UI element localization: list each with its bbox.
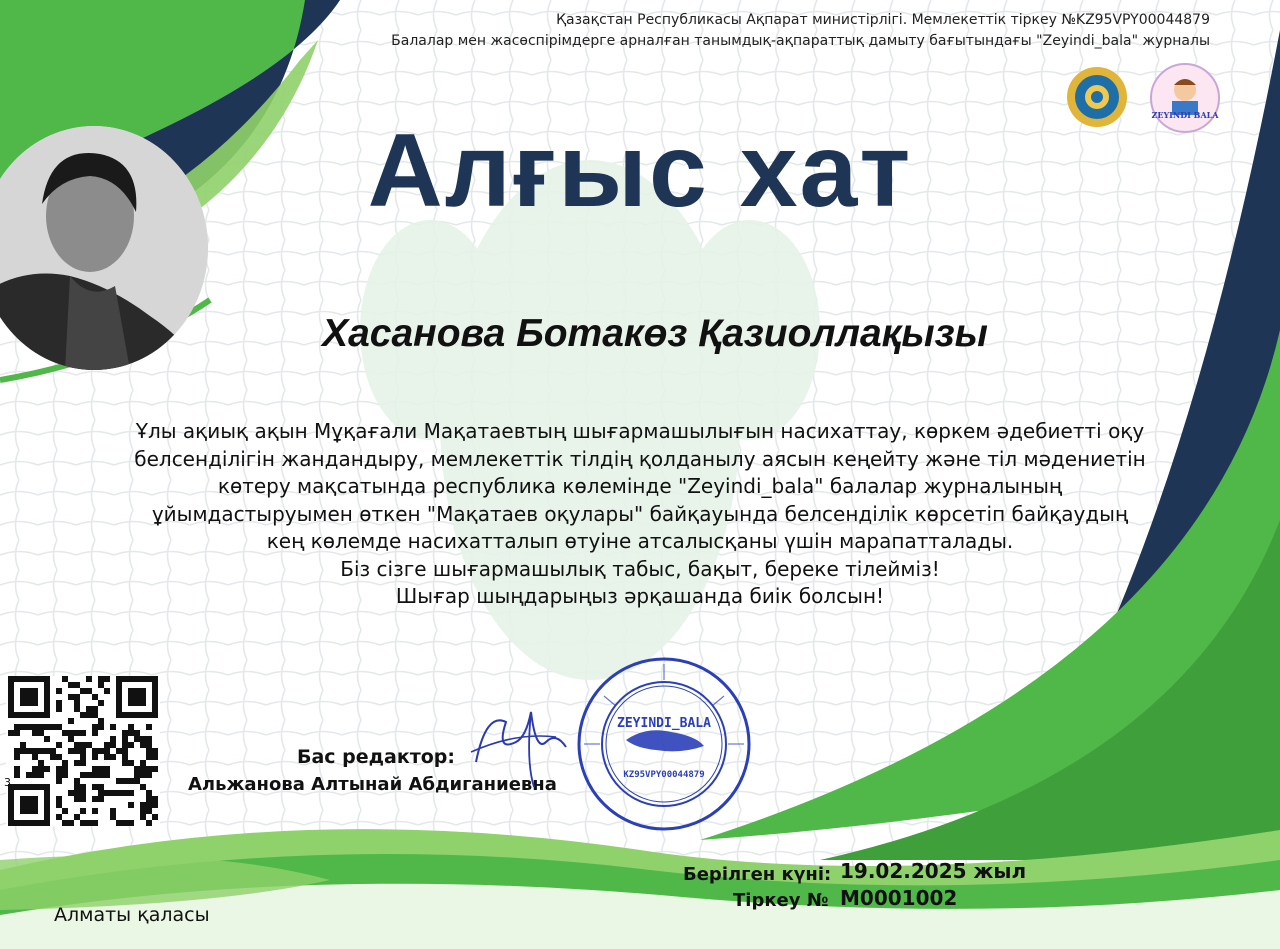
qr-side-mark: 3 [4, 776, 11, 789]
award-text-line: көтеру мақсатында республика көлемінде "Zeyindi_bala" балалар журналының [217, 474, 1063, 498]
award-text [20, 418, 1260, 611]
brand-label: ZEYINDI BALA [1151, 110, 1219, 120]
award-text-line: ұйымдастыруымен өткен "Мақатаев оқулары" байқауында белсенділік көрсетіп байқаудың [151, 501, 1129, 526]
journal-header-line: Балалар мен жасөспірімдерге арналған танымдық-ақпараттық дамыту бағытындағы "Zeyindi_bala" журналы [391, 33, 1210, 49]
qr-code[interactable] [6, 676, 160, 826]
registration-label: Тіркеу № [733, 890, 829, 911]
award-text-line: кең көлемде насихатталып өтуіне атсалысқаны үшін марапатталады. [266, 529, 1014, 553]
page-title: Алғыс хат [367, 113, 913, 229]
registration-number: M0001002 [840, 886, 958, 910]
editor-label: Бас редактор: [297, 746, 455, 768]
issue-date-label: Берілген күні: [683, 864, 832, 885]
issue-date-value: 19.02.2025 жыл [840, 859, 1027, 883]
official-stamp [576, 656, 752, 832]
recipient-name: Хасанова Ботакөз Қазиоллақызы [322, 312, 988, 355]
city-label: Алматы қаласы [54, 904, 210, 926]
stamp-registration: KZ95VPY00044879 [623, 770, 705, 780]
award-text-line: Ұлы ақиық ақын Мұқағали Мақатаевтың шығармашылығын насихаттау, көркем әдебиетті оқу [135, 419, 1145, 443]
award-text-line: Шығар шыңдарыңыз әрқашанда биік болсын! [395, 584, 885, 608]
award-text-line: белсенділігін жандандыру, мемлекеттік тілдің қолданылу аясын кеңейту және тіл мәдениетін [134, 446, 1146, 471]
stamp-center-text: ZEYINDI_BALA [617, 716, 711, 731]
ministry-header-line: Қазақстан Республикасы Ақпарат министірлігі. Мемлекеттік тіркеу №KZ95VPY00044879 [556, 12, 1210, 28]
signature [456, 692, 576, 792]
award-text-line: Біз сізге шығармашылық табыс, бақыт, береке тілейміз! [340, 556, 940, 581]
editor-name: Альжанова Алтынай Абдиганиевна [188, 774, 557, 795]
